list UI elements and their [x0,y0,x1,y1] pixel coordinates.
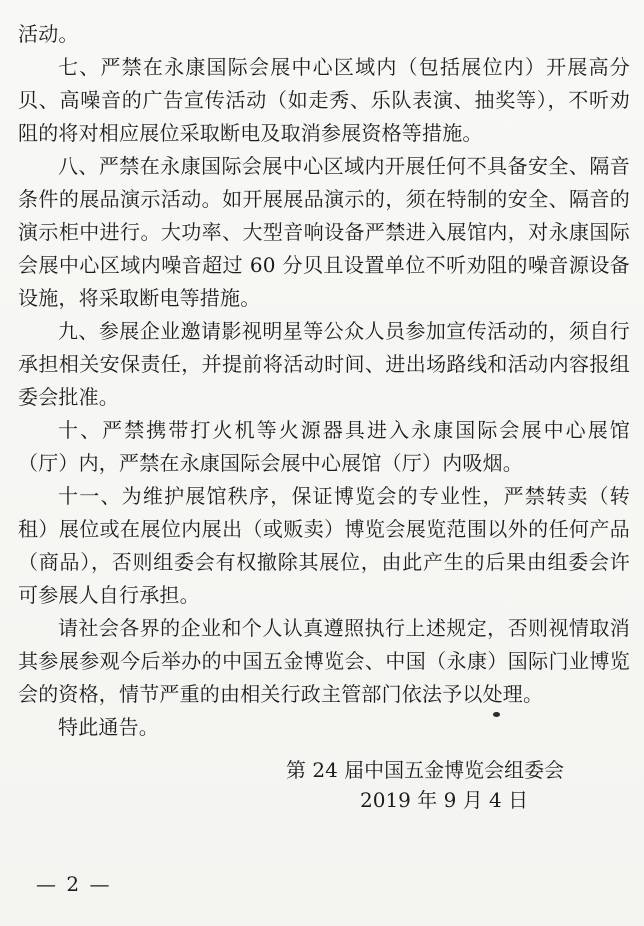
paragraph-notice-end: 特此通告。 [58,715,159,739]
signature-organization: 第 24 届中国五金博览会组委会 [286,758,565,782]
paragraph-item-7: 七、严禁在永康国际会展中心区域内（包括展位内）开展高分贝、高噪音的广告宣传活动（如走秀、乐队表演、抽奖等），不听劝阻的将对相应展位采取断电及取消参展资格等措施。 [18,55,630,145]
paragraph-item-10: 十、严禁携带打火机等火源器具进入永康国际会展中心展馆（厅）内，严禁在永康国际会展中心展馆（厅）内吸烟。 [18,418,630,475]
notice-body [18,18,630,744]
paragraph-item-8: 八、严禁在永康国际会展中心区域内开展任何不具备安全、隔音条件的展品演示活动。如开展展品演示的，须在特制的安全、隔音的演示柜中进行。大功率、大型音响设备严禁进入展馆内，对永康国际会展中心区域内噪音超过 60 分贝且设置单位不听劝阻的噪音源设备设施，将采取断电等措施。 [18,154,630,310]
paragraph-closing-request: 请社会各界的企业和个人认真遵照执行上述规定，否则视情取消其参展参观今后举办的中国五金博览会、中国（永康）国际门业博览会的资格，情节严重的由相关行政主管部门依法予以处理。 [18,616,630,706]
paragraph-item-9: 九、参展企业邀请影视明星等公众人员参加宣传活动的，须自行承担相关安保责任，并提前将活动时间、进出场路线和活动内容报组委会批准。 [18,319,630,409]
page-number: — 2 — [36,872,112,896]
signature-date: 2019 年 9 月 4 日 [360,788,529,812]
paragraph-item-11: 十一、为维护展馆秩序，保证博览会的专业性，严禁转卖（转租）展位或在展位内展出（或贩卖）博览会展览范围以外的任何产品（商品），否则组委会有权撤除其展位，由此产生的后果由组委会许可参展人自行承担。 [18,484,630,607]
paragraph-continuation: 活动。 [18,22,79,46]
ink-speck [493,712,500,717]
